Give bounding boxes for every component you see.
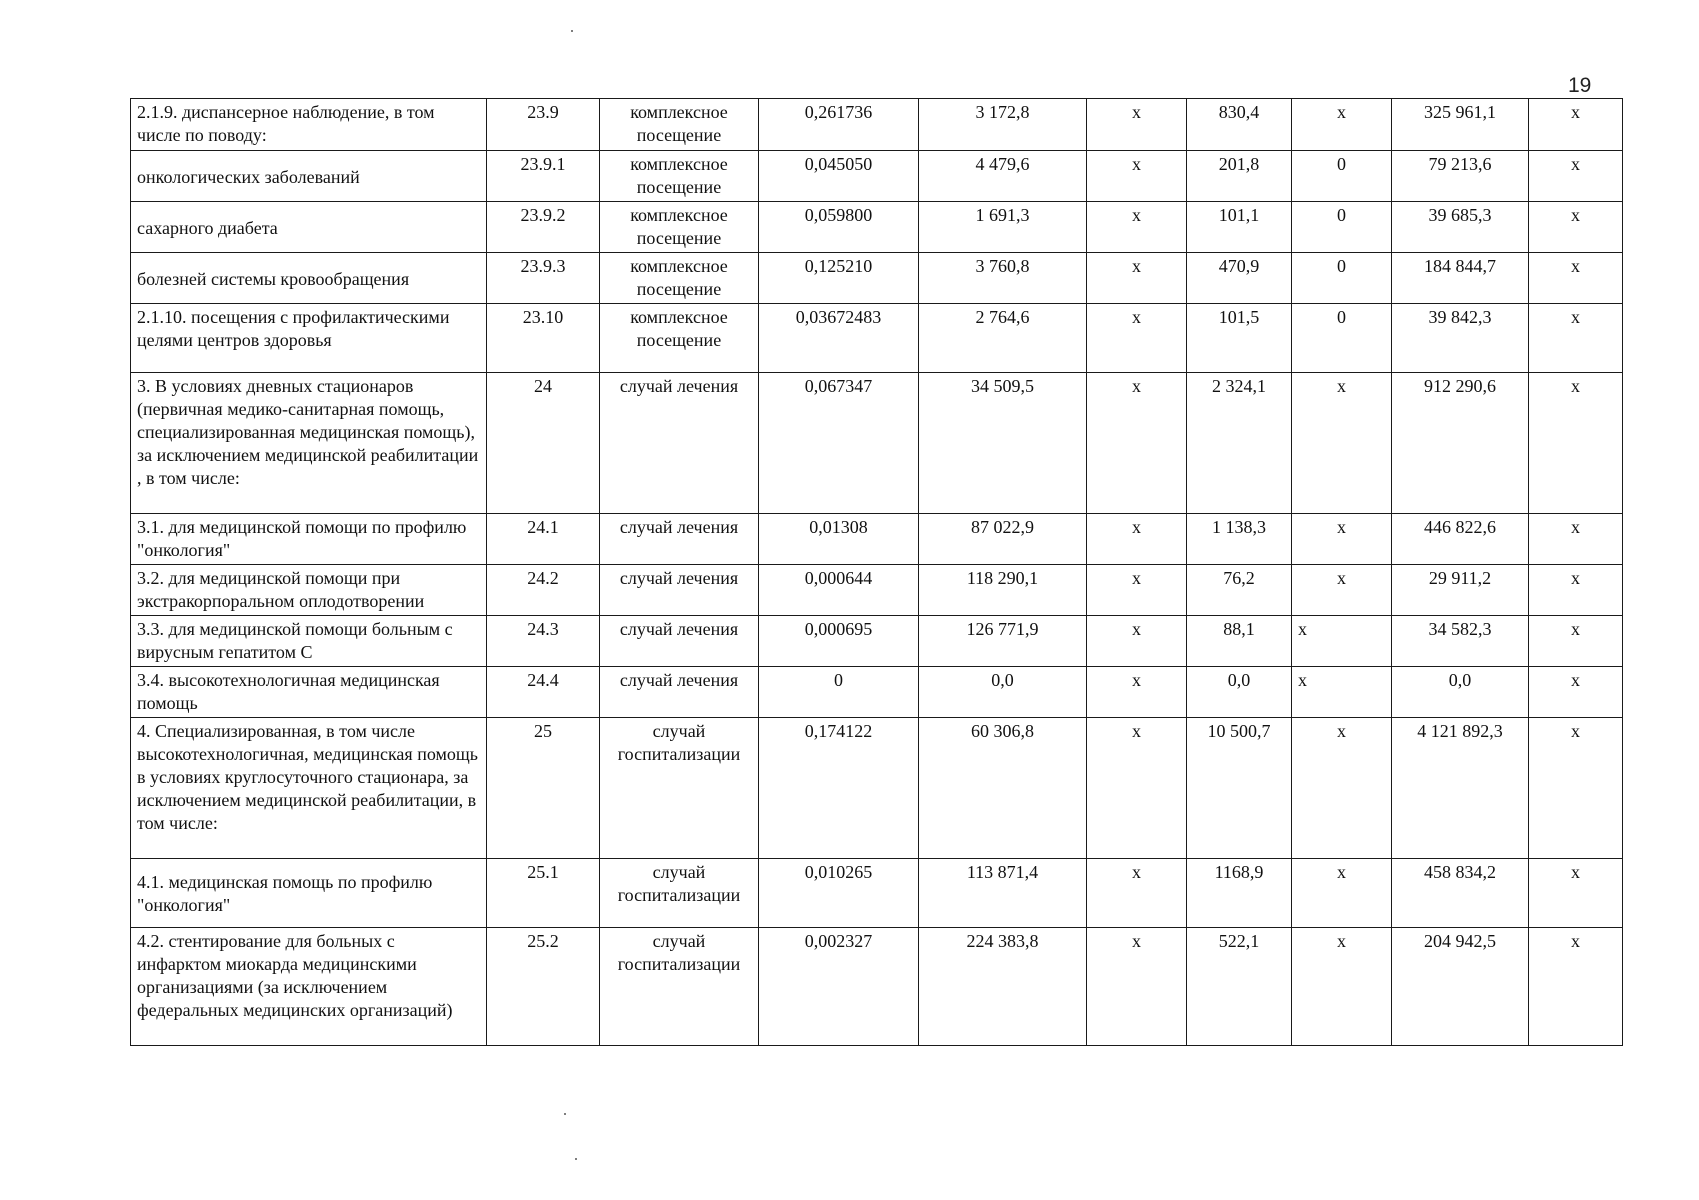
cell-name: 2.1.10. посещения с профилактическими целями центров здоровья [131, 304, 487, 373]
cell-col6: х [1087, 202, 1187, 253]
cell-col9: 4 121 892,3 [1392, 718, 1529, 859]
cell-code: 23.9 [487, 99, 600, 151]
cell-norm: 0 [759, 667, 919, 718]
cell-name: 4. Специализированная, в том числе высокотехнологичная, медицинская помощь в условиях круглосуточного стационара, за исключением медицинской реабилитации, в том числе: [131, 718, 487, 859]
cell-norm: 0,045050 [759, 151, 919, 202]
cell-col6: х [1087, 718, 1187, 859]
cell-col6: х [1087, 99, 1187, 151]
cell-name: 3.3. для медицинской помощи больным с вирусным гепатитом С [131, 616, 487, 667]
cell-code: 23.9.3 [487, 253, 600, 304]
cell-col10: х [1529, 202, 1623, 253]
scan-speck [564, 1113, 566, 1115]
cell-cost: 113 871,4 [919, 859, 1087, 928]
scan-speck [575, 1158, 577, 1160]
cell-norm: 0,125210 [759, 253, 919, 304]
cell-col8: х [1292, 928, 1392, 1046]
table-row [131, 253, 1623, 304]
cell-name: 4.2. стентирование для больных с инфарктом миокарда медицинскими организациями (за исключением федеральных медицинских организаций) [131, 928, 487, 1046]
cell-norm: 0,000695 [759, 616, 919, 667]
cell-col7: 10 500,7 [1187, 718, 1292, 859]
cell-col8: 0 [1292, 202, 1392, 253]
table-row [131, 718, 1623, 859]
cell-unit: случай лечения [600, 667, 759, 718]
cell-col6: х [1087, 373, 1187, 514]
cell-col7: 1 138,3 [1187, 514, 1292, 565]
cell-cost: 3 172,8 [919, 99, 1087, 151]
cell-col9: 325 961,1 [1392, 99, 1529, 151]
cell-col9: 204 942,5 [1392, 928, 1529, 1046]
cell-code: 23.9.1 [487, 151, 600, 202]
cell-norm: 0,059800 [759, 202, 919, 253]
cell-col9: 79 213,6 [1392, 151, 1529, 202]
cell-cost: 4 479,6 [919, 151, 1087, 202]
cell-norm: 0,174122 [759, 718, 919, 859]
cell-col6: х [1087, 667, 1187, 718]
cell-col7: 101,5 [1187, 304, 1292, 373]
cell-col10: х [1529, 616, 1623, 667]
cell-code: 24.1 [487, 514, 600, 565]
cell-col9: 446 822,6 [1392, 514, 1529, 565]
cell-col10: х [1529, 151, 1623, 202]
cell-col6: х [1087, 514, 1187, 565]
cell-unit: комплексное посещение [600, 253, 759, 304]
cell-norm: 0,261736 [759, 99, 919, 151]
cell-col6: х [1087, 859, 1187, 928]
cell-col8: х [1292, 718, 1392, 859]
cell-col7: 830,4 [1187, 99, 1292, 151]
cell-col6: х [1087, 151, 1187, 202]
cell-code: 24.2 [487, 565, 600, 616]
cell-col10: х [1529, 99, 1623, 151]
cell-norm: 0,002327 [759, 928, 919, 1046]
cell-col9: 39 842,3 [1392, 304, 1529, 373]
cell-col7: 1168,9 [1187, 859, 1292, 928]
cell-col8: х [1292, 859, 1392, 928]
cell-norm: 0,067347 [759, 373, 919, 514]
cell-col7: 201,8 [1187, 151, 1292, 202]
cell-cost: 34 509,5 [919, 373, 1087, 514]
cell-cost: 0,0 [919, 667, 1087, 718]
cell-col7: 470,9 [1187, 253, 1292, 304]
cell-col7: 0,0 [1187, 667, 1292, 718]
cell-col10: х [1529, 667, 1623, 718]
cell-name: 4.1. медицинская помощь по профилю "онкология" [131, 859, 487, 928]
cell-col10: х [1529, 514, 1623, 565]
cell-name: 3.4. высокотехнологичная медицинская помощь [131, 667, 487, 718]
cell-col6: х [1087, 304, 1187, 373]
cell-code: 24 [487, 373, 600, 514]
cell-unit: комплексное посещение [600, 99, 759, 151]
cell-unit: случай лечения [600, 565, 759, 616]
cell-unit: комплексное посещение [600, 151, 759, 202]
cell-col9: 29 911,2 [1392, 565, 1529, 616]
cell-col9: 184 844,7 [1392, 253, 1529, 304]
cell-col10: х [1529, 928, 1623, 1046]
table-row [131, 151, 1623, 202]
data-table [130, 98, 1623, 1046]
cell-unit: случай лечения [600, 616, 759, 667]
cell-name: болезней системы кровообращения [131, 253, 487, 304]
cell-code: 24.4 [487, 667, 600, 718]
cell-unit: случай лечения [600, 373, 759, 514]
cell-cost: 87 022,9 [919, 514, 1087, 565]
table-row [131, 373, 1623, 514]
cell-cost: 118 290,1 [919, 565, 1087, 616]
cell-code: 25.1 [487, 859, 600, 928]
table-row [131, 928, 1623, 1046]
cell-norm: 0,000644 [759, 565, 919, 616]
cell-col8: х [1292, 514, 1392, 565]
cell-code: 23.9.2 [487, 202, 600, 253]
cell-col9: 912 290,6 [1392, 373, 1529, 514]
table-row [131, 304, 1623, 373]
cell-col7: 88,1 [1187, 616, 1292, 667]
cell-col8: х [1292, 667, 1392, 718]
cell-col9: 34 582,3 [1392, 616, 1529, 667]
cell-col10: х [1529, 304, 1623, 373]
cell-code: 25.2 [487, 928, 600, 1046]
cell-col7: 522,1 [1187, 928, 1292, 1046]
cell-col10: х [1529, 859, 1623, 928]
cell-col8: х [1292, 616, 1392, 667]
cell-cost: 2 764,6 [919, 304, 1087, 373]
table-row [131, 202, 1623, 253]
cell-cost: 60 306,8 [919, 718, 1087, 859]
cell-norm: 0,010265 [759, 859, 919, 928]
cell-col8: х [1292, 99, 1392, 151]
cell-col9: 458 834,2 [1392, 859, 1529, 928]
cell-unit: случай госпитализации [600, 718, 759, 859]
cell-unit: случай лечения [600, 514, 759, 565]
cell-unit: случай госпитализации [600, 928, 759, 1046]
cell-col8: х [1292, 373, 1392, 514]
cell-name: сахарного диабета [131, 202, 487, 253]
table-row [131, 859, 1623, 928]
cell-col10: х [1529, 718, 1623, 859]
cell-col9: 39 685,3 [1392, 202, 1529, 253]
table-row [131, 565, 1623, 616]
cell-norm: 0,01308 [759, 514, 919, 565]
cell-norm: 0,03672483 [759, 304, 919, 373]
table-row [131, 99, 1623, 151]
cell-col10: х [1529, 253, 1623, 304]
cell-col6: х [1087, 928, 1187, 1046]
cell-name: 2.1.9. диспансерное наблюдение, в том числе по поводу: [131, 99, 487, 151]
cell-unit: случай госпитализации [600, 859, 759, 928]
cell-col8: 0 [1292, 253, 1392, 304]
cell-col9: 0,0 [1392, 667, 1529, 718]
cell-col10: х [1529, 565, 1623, 616]
cell-code: 25 [487, 718, 600, 859]
cell-name: онкологических заболеваний [131, 151, 487, 202]
cell-col7: 76,2 [1187, 565, 1292, 616]
cell-unit: комплексное посещение [600, 304, 759, 373]
cell-code: 23.10 [487, 304, 600, 373]
cell-cost: 1 691,3 [919, 202, 1087, 253]
cell-col6: х [1087, 616, 1187, 667]
cell-cost: 126 771,9 [919, 616, 1087, 667]
table-body [131, 99, 1623, 1046]
scan-speck [571, 30, 573, 32]
table-row [131, 514, 1623, 565]
cell-col8: 0 [1292, 151, 1392, 202]
cell-cost: 3 760,8 [919, 253, 1087, 304]
page-number: 19 [1568, 74, 1592, 97]
table-row [131, 616, 1623, 667]
cell-col8: 0 [1292, 304, 1392, 373]
cell-code: 24.3 [487, 616, 600, 667]
cell-name: 3.1. для медицинской помощи по профилю "онкология" [131, 514, 487, 565]
cell-name: 3.2. для медицинской помощи при экстракорпоральном оплодотворении [131, 565, 487, 616]
cell-col6: х [1087, 253, 1187, 304]
cell-col6: х [1087, 565, 1187, 616]
cell-col8: х [1292, 565, 1392, 616]
cell-col10: х [1529, 373, 1623, 514]
cell-cost: 224 383,8 [919, 928, 1087, 1046]
cell-col7: 2 324,1 [1187, 373, 1292, 514]
table-row [131, 667, 1623, 718]
cell-unit: комплексное посещение [600, 202, 759, 253]
cell-name: 3. В условиях дневных стационаров (первичная медико-санитарная помощь, специализированная медицинская помощь), за исключением медицинской реабилитации , в том числе: [131, 373, 487, 514]
cell-col7: 101,1 [1187, 202, 1292, 253]
